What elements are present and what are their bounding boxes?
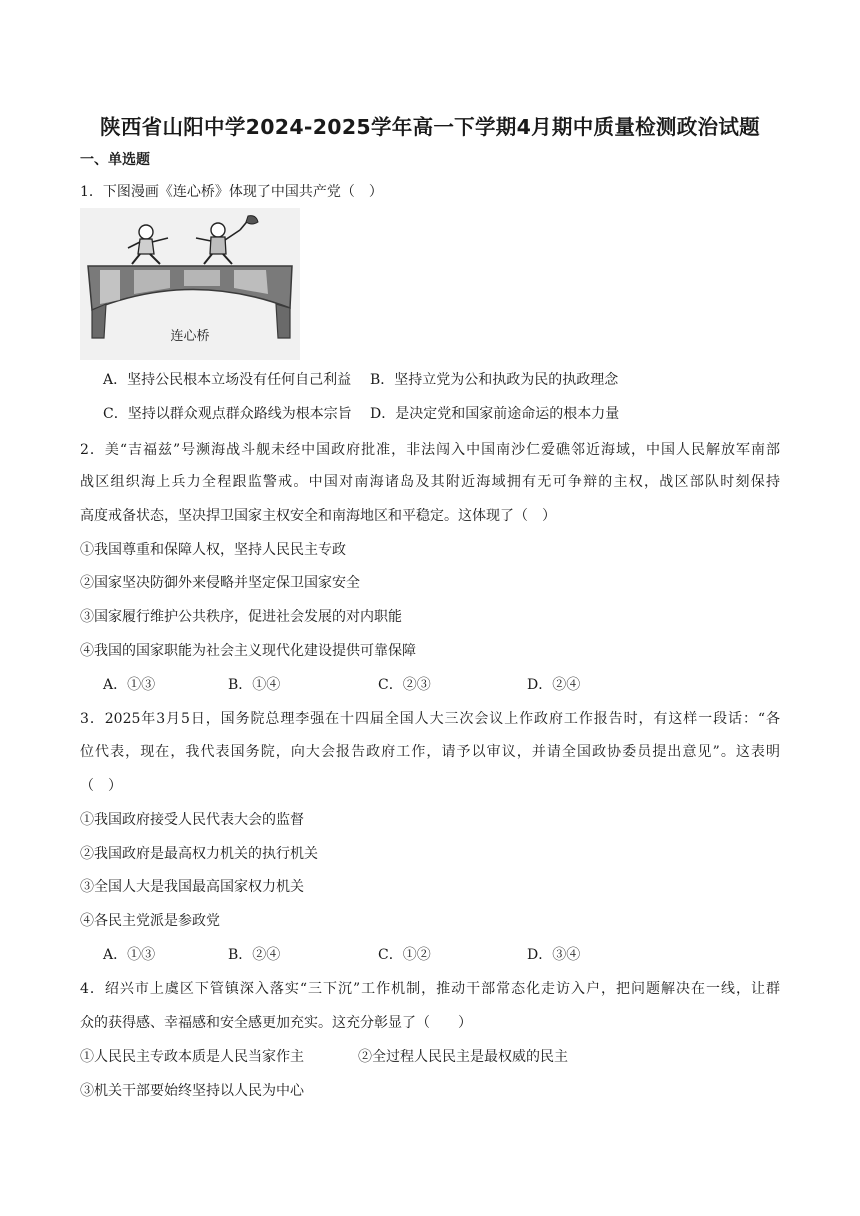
question-4-stem-line: 4．绍兴市上虞区下管镇深入落实“三下沉”工作机制，推动干部常态化走访入户，把问题解决在一线，让群	[80, 981, 780, 997]
question-3-stem-line: 3．2025年3月5日，国务院总理李强在十四届全国人大三次会议上作政府工作报告时，有这样一段话：“各	[80, 711, 780, 727]
cartoon-caption: 连心桥	[170, 329, 210, 344]
q4-statement-2: ②全过程人民民主是最权威的民主	[358, 1049, 568, 1065]
q3-statement-4: ④各民主党派是参政党	[80, 913, 220, 929]
question-4-stem-line: 众的获得感、幸福感和安全感更加充实。这充分彰显了（ ）	[80, 1015, 472, 1031]
q3-option-d: D．③④	[527, 947, 581, 963]
q3-statement-2: ②我国政府是最高权力机关的执行机关	[80, 846, 318, 862]
q1-option-d: D．是决定党和国家前途命运的根本力量	[370, 406, 620, 422]
q2-option-a: A．①③	[103, 677, 156, 693]
page-title: 陕西省山阳中学2024-2025学年高一下学期4月期中质量检测政治试题	[100, 115, 760, 139]
q3-option-a: A．①③	[103, 947, 156, 963]
question-2-stem-line: 战区组织海上兵力全程跟监警戒。中国对南海诸岛及其附近海域拥有无可争辩的主权，战区部队时刻保持	[80, 474, 780, 490]
question-3-stem-line: （ ）	[80, 778, 122, 794]
q2-option-d: D．②④	[527, 677, 581, 693]
q1-option-a: A．坚持公民根本立场没有任何自己利益	[103, 372, 352, 388]
q3-option-b: B．②④	[228, 947, 281, 963]
q2-statement-2: ②国家坚决防御外来侵略并坚定保卫国家安全	[80, 575, 360, 591]
cartoon-image	[80, 208, 300, 360]
q1-option-b: B．坚持立党为公和执政为民的执政理念	[370, 372, 619, 388]
q2-statement-1: ①我国尊重和保障人权，坚持人民民主专政	[80, 542, 346, 558]
q3-option-c: C．①②	[378, 947, 431, 963]
q1-option-c: C．坚持以群众观点群众路线为根本宗旨	[103, 406, 352, 422]
question-2-stem-line: 高度戒备状态，坚决捍卫国家主权安全和南海地区和平稳定。这体现了（ ）	[80, 508, 556, 524]
q2-statement-4: ④我国的国家职能为社会主义现代化建设提供可靠保障	[80, 643, 416, 659]
q3-statement-1: ①我国政府接受人民代表大会的监督	[80, 812, 304, 828]
q4-statement-3: ③机关干部要始终坚持以人民为中心	[80, 1083, 304, 1099]
section-heading: 一、单选题	[80, 152, 150, 168]
q3-statement-3: ③全国人大是我国最高国家权力机关	[80, 879, 304, 895]
question-1-stem: 1．下图漫画《连心桥》体现了中国共产党（ ）	[80, 184, 383, 200]
q2-option-c: C．②③	[378, 677, 431, 693]
q4-statement-1: ①人民民主专政本质是人民当家作主	[80, 1049, 304, 1065]
q2-option-b: B．①④	[228, 677, 281, 693]
question-2-stem-line: 2．美“吉福兹”号濒海战斗舰未经中国政府批准，非法闯入中国南沙仁爱礁邻近海域，中国人民解放军南部	[80, 442, 780, 458]
question-3-stem-line: 位代表，现在，我代表国务院，向大会报告政府工作，请予以审议，并请全国政协委员提出意见”。这表明	[80, 744, 780, 760]
q2-statement-3: ③国家履行维护公共秩序，促进社会发展的对内职能	[80, 609, 402, 625]
